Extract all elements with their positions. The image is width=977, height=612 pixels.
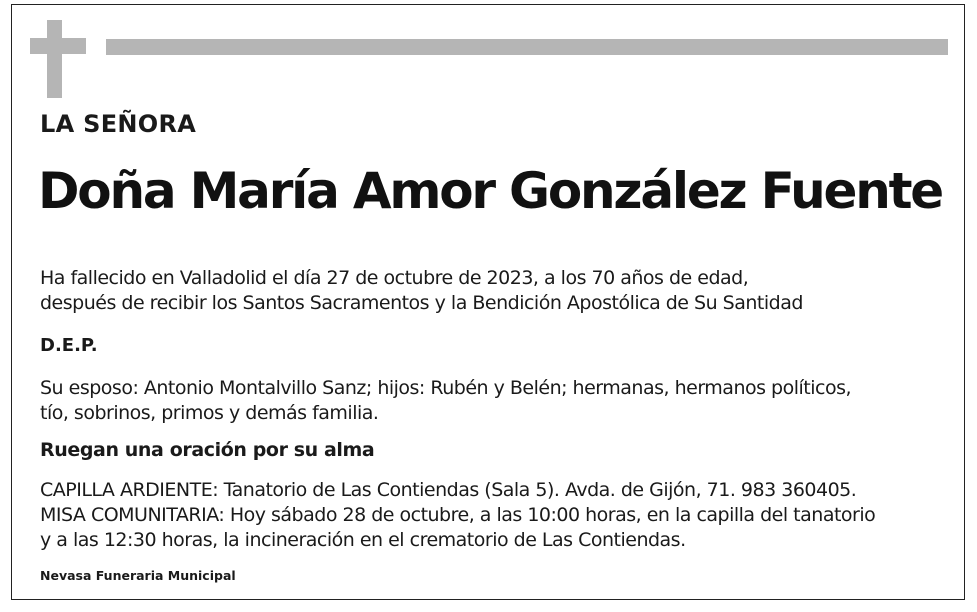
announcement-line: Ha fallecido en Valladolid el día 27 de octubre de 2023, a los 70 años de edad, — [40, 267, 749, 289]
announcement-paragraph — [40, 266, 803, 316]
latin-cross-icon-arm — [30, 38, 86, 54]
details-paragraph — [40, 478, 875, 553]
honorific-label: LA SEÑORA — [40, 110, 197, 138]
header-rule — [106, 39, 948, 55]
announcement-line: después de recibir los Santos Sacramentos y la Bendición Apostólica de Su Santidad — [40, 292, 803, 314]
deceased-name: Doña María Amor González Fuente — [38, 162, 943, 220]
family-paragraph — [40, 376, 851, 426]
dep-label: D.E.P. — [40, 335, 98, 356]
family-line: Su esposo: Antonio Montalvillo Sanz; hijos: Rubén y Belén; hermanas, hermanos políticos, — [40, 377, 852, 399]
prayer-request: Ruegan una oración por su alma — [40, 439, 375, 461]
details-line: y a las 12:30 horas, la incineración en el crematorio de Las Contiendas. — [40, 529, 686, 551]
details-line: MISA COMUNITARIA: Hoy sábado 28 de octubre, a las 10:00 horas, en la capilla del tanatorio — [40, 504, 876, 526]
obituary-notice — [11, 4, 965, 600]
funeral-home-credit: Nevasa Funeraria Municipal — [40, 568, 236, 583]
latin-cross-icon — [47, 20, 62, 98]
details-line: CAPILLA ARDIENTE: Tanatorio de Las Contiendas (Sala 5). Avda. de Gijón, 71. 983 360405. — [40, 479, 857, 501]
family-line: tío, sobrinos, primos y demás familia. — [40, 402, 379, 424]
